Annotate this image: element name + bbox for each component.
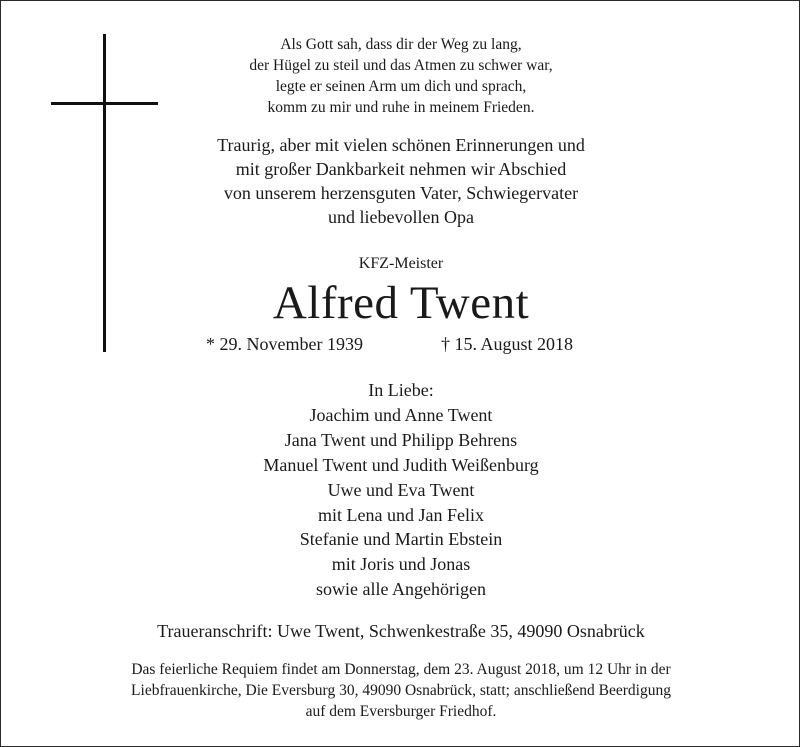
cross-icon xyxy=(103,34,106,352)
mourner-entry: Manuel Twent und Judith Weißenburg xyxy=(263,454,539,475)
requiem-line: auf dem Eversburger Friedhof. xyxy=(305,703,497,720)
requiem-line: Liebfrauenkirche, Die Eversburg 30, 49090 Osnabrück, statt; anschließend Beerdigung xyxy=(131,682,671,699)
deceased-name: Alfred Twent xyxy=(272,277,530,329)
poem-line: der Hügel zu steil und das Atmen zu schwer war, xyxy=(249,57,553,74)
requiem-line: Das feierliche Requiem findet am Donnerstag, dem 23. August 2018, um 12 Uhr in der xyxy=(131,661,671,678)
mourner-entry: mit Lena und Jan Felix xyxy=(318,504,484,525)
farewell-line: Traurig, aber mit vielen schönen Erinnerungen und xyxy=(217,135,585,155)
deceased-title: KFZ-Meister xyxy=(358,255,444,272)
mourners-heading: In Liebe: xyxy=(368,380,434,400)
poem-line: komm zu mir und ruhe in meinem Frieden. xyxy=(267,99,535,116)
mourning-address: Traueranschrift: Uwe Twent, Schwenkestraße 35, 49090 Osnabrück xyxy=(157,621,645,641)
mourner-entry: Jana Twent und Philipp Behrens xyxy=(284,429,518,450)
mourner-entry: Stefanie und Martin Ebstein xyxy=(299,529,503,550)
poem-line: legte er seinen Arm um dich und sprach, xyxy=(275,78,527,95)
farewell-line: mit großer Dankbarkeit nehmen wir Abschied xyxy=(235,159,567,179)
farewell-line: von unserem herzensguten Vater, Schwiegervater xyxy=(223,183,579,203)
mourner-entry: sowie alle Angehörigen xyxy=(316,579,486,600)
mourner-entry: mit Joris und Jonas xyxy=(331,554,471,575)
birth-date: * 29. November 1939 xyxy=(206,334,363,354)
mourner-entry: Uwe und Eva Twent xyxy=(327,479,475,500)
mourners-list xyxy=(151,378,651,602)
requiem-info xyxy=(41,659,761,722)
cross-icon-bar xyxy=(51,102,158,105)
death-date: † 15. August 2018 xyxy=(441,334,574,354)
mourner-entry: Joachim und Anne Twent xyxy=(309,404,493,425)
poem xyxy=(201,34,601,118)
farewell-line: und liebevollen Opa xyxy=(328,207,474,227)
poem-line: Als Gott sah, dass dir der Weg zu lang, xyxy=(280,36,522,53)
farewell-text xyxy=(151,133,651,229)
